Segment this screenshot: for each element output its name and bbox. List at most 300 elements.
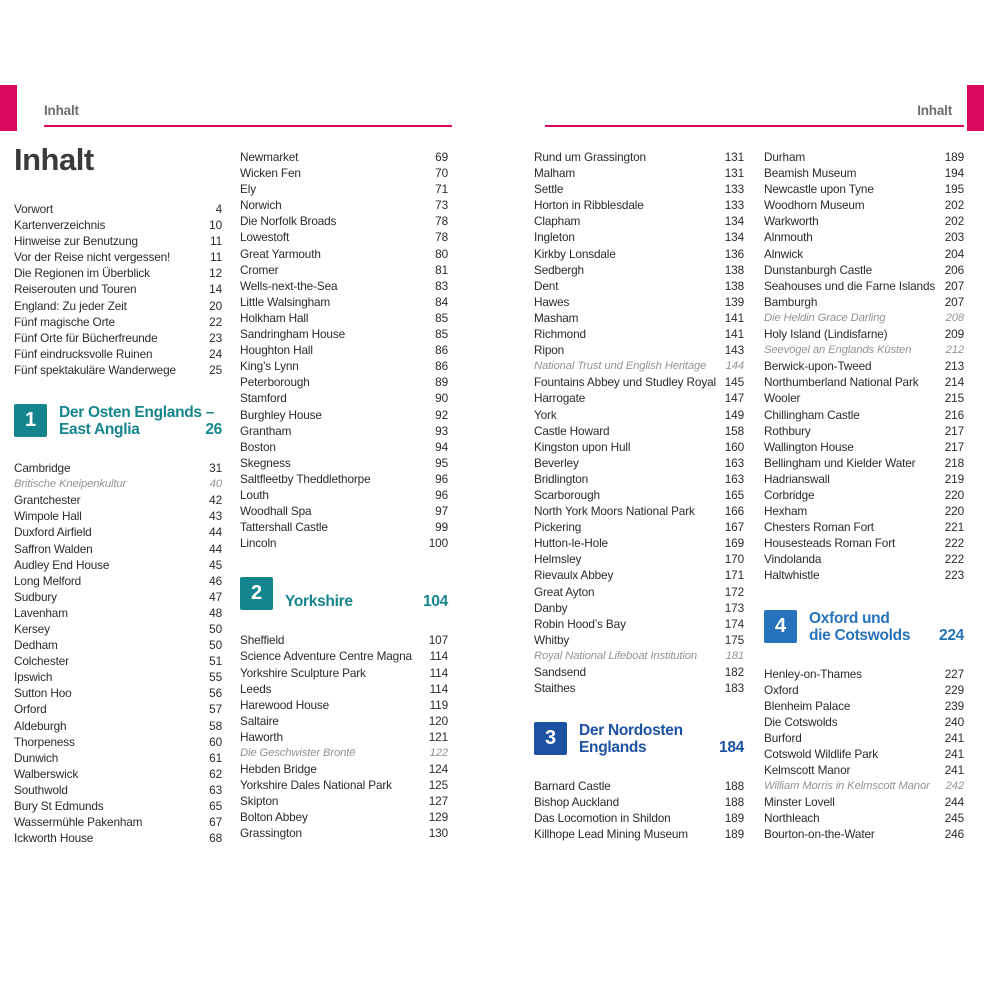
toc-entry-label: Bellingham und Kielder Water [764,455,916,470]
toc-entry-page: 57 [209,702,222,717]
toc-entry [14,637,222,653]
toc-entry-page: 245 [944,811,964,826]
toc-entry [534,262,744,278]
toc-entry [764,794,964,810]
toc-entry-page: 44 [209,525,222,540]
toc-entry [240,407,448,423]
toc-entry [14,508,222,524]
toc-entry-page: 220 [944,487,964,502]
toc-entry-label: Dunwich [14,750,59,765]
toc-entry [764,503,964,519]
toc-entry-label: Newcastle upon Tyne [764,182,874,197]
toc-entry-page: 134 [724,214,744,229]
toc-entry-label: Rothbury [764,423,811,438]
toc-entry-label: King’s Lynn [240,359,299,374]
toc-entry-page: 20 [209,298,222,313]
toc-entry-label: Reiserouten und Touren [14,282,137,297]
toc-entry [764,278,964,294]
toc-entry-page: 107 [428,633,448,648]
toc-entry-page: 122 [429,747,448,759]
toc-entry-page: 129 [428,810,448,825]
toc-entry-page: 147 [724,391,744,406]
toc-entry-label: Walberswick [14,766,79,781]
toc-entry-page: 85 [435,310,448,325]
toc-entry-label: Great Yarmouth [240,246,321,261]
toc-entry-label: Kingston upon Hull [534,439,631,454]
toc-entry-label: Hinweise zur Benutzung [14,234,138,249]
toc-entry-label: Kersey [14,621,50,636]
toc-entry-label: Die Geschwister Brontë [240,747,356,759]
toc-entry [14,524,222,540]
toc-entry-page: 80 [435,246,448,261]
toc-entry-label: Harrogate [534,391,586,406]
section-2-title-line1: Yorkshire [285,593,353,611]
section-3-header [534,722,744,756]
toc-entry-label: Die Regionen im Überblick [14,266,150,281]
toc-entry-page: 58 [209,718,222,733]
toc-entry [534,519,744,535]
toc-entry [534,600,744,616]
toc-entry [764,471,964,487]
toc-entry-label: Cambridge [14,461,71,476]
toc-entry-page: 92 [435,407,448,422]
toc-entry-page: 163 [724,471,744,486]
toc-entry-page: 208 [945,311,964,324]
toc-entry-label: Ingleton [534,230,575,245]
toc-entry-page: 99 [435,520,448,535]
toc-entry-page: 223 [944,568,964,583]
toc-entry-page: 62 [209,766,222,781]
toc-entry-label: Sandsend [534,665,586,679]
toc-entry [240,310,448,326]
section-4-title [809,610,964,644]
toc-entry-page: 83 [435,278,448,293]
toc-entry [240,793,448,809]
toc-entry-page: 170 [724,552,744,567]
toc-entry [764,762,964,778]
toc-entry-page: 242 [945,780,964,793]
toc-entry [240,665,448,681]
toc-entry-label: Royal National Lifeboat Institution [534,649,698,662]
toc-entry-label: Rund um Grassington [534,150,646,164]
toc-entry [14,750,222,766]
toc-entry-page: 165 [724,487,744,502]
toc-entry [14,346,222,362]
toc-entry-page: 194 [944,166,964,181]
toc-entry-label: Danby [534,600,568,615]
toc-entry [240,181,448,197]
toc-entry-label: Colchester [14,654,69,669]
toc-entry-label: Audley End House [14,557,110,572]
toc-entry-label: Houghton Hall [240,343,313,358]
toc-entry-label: Grantham [240,423,292,438]
toc-entry-page: 167 [724,520,744,535]
toc-entry-page: 202 [944,214,964,229]
toc-entry-label: Die Cotswolds [764,714,838,729]
toc-entry [764,197,964,213]
toc-entry [14,766,222,782]
toc-entry-page: 244 [944,795,964,810]
toc-entry [14,718,222,734]
toc-entry [534,535,744,551]
toc-entry-label: Thorpeness [14,734,75,749]
toc-entry [240,713,448,729]
toc-entry-label: Seahouses und die Farne Islands [764,278,936,293]
toc-entry [534,229,744,245]
toc-entry [764,455,964,471]
toc-entry-label: Fountains Abbey und Studley Royal [534,375,716,390]
section-2-title [285,577,448,610]
toc-entry [534,213,744,229]
toc-entry [534,616,744,632]
toc-entry-page: 216 [944,407,964,422]
toc-entry-page: 124 [428,762,448,777]
toc-entry [14,265,222,281]
toc-entry [14,298,222,314]
toc-entry [534,778,744,794]
section-2-entry-list-continued [534,149,744,696]
toc-entry-label: Housesteads Roman Fort [764,536,896,551]
toc-entry-page: 85 [435,327,448,342]
toc-entry-page: 97 [435,504,448,519]
toc-entry-label: Orford [14,702,47,717]
toc-entry-label: William Morris in Kelmscott Manor [764,780,930,793]
toc-entry-label: Die Heldin Grace Darling [764,311,886,324]
section-4-page-number: 224 [939,626,964,644]
toc-entry-label: Tattershall Castle [240,520,328,535]
toc-entry [14,201,222,217]
toc-entry [240,246,448,262]
toc-entry-label: Chillingham Castle [764,407,860,422]
toc-entry-label: York [534,407,557,422]
toc-entry-label: Castle Howard [534,423,610,438]
toc-entry-label: Saltaire [240,713,279,728]
toc-entry-page: 203 [944,230,964,245]
toc-entry-page: 213 [944,359,964,374]
toc-entry-label: Fünf eindrucksvolle Ruinen [14,346,153,361]
toc-entry-label: Dent [534,278,559,293]
toc-entry-page: 189 [944,150,964,164]
toc-entry-page: 114 [429,649,448,664]
toc-entry [764,407,964,423]
toc-entry [534,326,744,342]
toc-entry [14,557,222,573]
toc-entry-page: 25 [209,362,222,377]
toc-entry-label: Die Norfolk Broads [240,214,337,229]
toc-entry-label: Boston [240,439,276,454]
toc-entry-page: 125 [428,778,448,793]
toc-entry [14,476,222,492]
toc-entry-page: 90 [435,391,448,406]
toc-entry-label: Northumberland National Park [764,375,919,390]
toc-entry-label: Ripon [534,343,565,358]
toc-entry-page: 221 [944,520,964,535]
toc-entry-label: Durham [764,150,806,164]
toc-entry-page: 172 [724,584,744,599]
section-1-page-number: 26 [205,421,222,439]
toc-entry-label: Sutton Hoo [14,686,72,701]
toc-entry-page: 56 [209,686,222,701]
toc-entry-label: Alnmouth [764,230,813,245]
toc-entry-label: Kartenverzeichnis [14,218,106,233]
toc-entry [240,342,448,358]
toc-entry [534,310,744,326]
page-edge-tab-right [967,85,984,131]
section-4-header [764,610,964,644]
toc-entry-page: 68 [209,831,222,846]
toc-entry [14,249,222,265]
toc-entry-page: 189 [724,811,744,826]
toc-entry-page: 169 [724,536,744,551]
toc-entry-page: 133 [724,182,744,197]
toc-entry-page: 127 [428,794,448,809]
toc-entry [534,584,744,600]
toc-entry [534,487,744,503]
toc-entry-label: Henley-on-Thames [764,666,862,681]
toc-entry-label: Ipswich [14,670,53,685]
toc-entry-label: North York Moors National Park [534,504,695,519]
toc-entry-page: 48 [209,605,222,620]
toc-entry-label: Hebden Bridge [240,762,317,777]
toc-entry-page: 51 [209,654,222,669]
toc-entry-page: 43 [209,509,222,524]
toc-entry-page: 47 [209,589,222,604]
toc-entry [764,262,964,278]
toc-entry [240,455,448,471]
toc-entry-label: Clapham [534,214,581,229]
toc-entry-page: 240 [944,714,964,729]
toc-entry-label: Louth [240,487,269,502]
toc-entry-label: Beverley [534,455,579,470]
section-2-page-number: 104 [423,593,448,611]
section-3-entry-list [534,778,744,842]
toc-entry [240,358,448,374]
toc-entry-page: 86 [435,343,448,358]
toc-entry-label: Alnwick [764,246,803,261]
toc-entry-label: Chesters Roman Fort [764,520,874,535]
toc-entry-label: Grassington [240,826,302,841]
section-1-header [14,404,222,438]
toc-entry-page: 40 [209,478,222,491]
toc-entry-page: 130 [428,826,448,841]
section-3-title [579,722,744,756]
toc-entry-page: 214 [944,375,964,390]
toc-entry-page: 239 [944,698,964,713]
toc-entry-page: 4 [215,202,222,216]
toc-entry-page: 94 [435,439,448,454]
toc-entry-page: 163 [724,455,744,470]
toc-entry [240,149,448,165]
toc-entry-page: 73 [435,198,448,213]
toc-entry-label: Sedbergh [534,262,584,277]
toc-entry [764,682,964,698]
toc-entry-label: Ickworth House [14,831,94,846]
toc-entry-label: Vor der Reise nicht vergessen! [14,250,171,265]
toc-entry-page: 119 [429,697,448,712]
page-title: Inhalt [14,142,94,177]
toc-entry [534,181,744,197]
toc-entry [764,567,964,583]
toc-entry-page: 114 [429,681,448,696]
toc-entry-page: 141 [724,327,744,342]
toc-entry-label: Bury St Edmunds [14,799,104,813]
toc-entry-page: 204 [944,246,964,261]
toc-entry-label: Bourton-on-the-Water [764,827,875,842]
running-head-right: Inhalt [917,103,952,118]
toc-entry [764,423,964,439]
toc-entry-label: Sudbury [14,589,57,604]
toc-entry-page: 220 [944,504,964,519]
toc-entry-label: Kirkby Lonsdale [534,246,616,261]
toc-entry-label: Bolton Abbey [240,810,308,825]
toc-entry [240,681,448,697]
toc-entry [240,423,448,439]
toc-entry [764,810,964,826]
toc-entry [240,519,448,535]
toc-entry-page: 171 [724,568,744,583]
toc-entry [240,165,448,181]
toc-entry-label: Little Walsingham [240,294,331,309]
toc-entry [764,181,964,197]
toc-entry-label: Newmarket [240,150,299,164]
toc-entry-page: 217 [944,439,964,454]
toc-entry-label: Lincoln [240,536,277,551]
section-4-title-line2: die Cotswolds [809,626,911,644]
toc-entry [764,778,964,794]
toc-entry-label: Kelmscott Manor [764,763,851,778]
toc-entry-page: 50 [209,621,222,636]
toc-entry-page: 84 [435,294,448,309]
toc-entry-page: 222 [944,536,964,551]
toc-entry [764,519,964,535]
toc-entry [534,197,744,213]
toc-entry-page: 138 [724,262,744,277]
toc-entry-label: Haltwhistle [764,568,820,583]
toc-entry-page: 207 [944,278,964,293]
section-4-entry-list [764,666,964,843]
toc-entry [534,471,744,487]
toc-entry-label: Dedham [14,638,58,653]
toc-entry [14,281,222,297]
running-head-left: Inhalt [44,103,79,118]
toc-entry-page: 143 [724,343,744,358]
toc-entry-label: Seevögel an Englands Küsten [764,344,912,357]
toc-entry [764,551,964,567]
toc-entry-page: 141 [724,310,744,325]
toc-entry [240,745,448,761]
toc-entry-page: 78 [435,214,448,229]
toc-entry [534,632,744,648]
toc-entry-page: 166 [724,504,744,519]
toc-entry-label: Wimpole Hall [14,509,82,524]
toc-entry [534,664,744,680]
toc-entry [240,632,448,648]
toc-entry-page: 217 [944,423,964,438]
toc-entry-page: 45 [209,557,222,572]
toc-entry-label: Beamish Museum [764,166,857,181]
toc-entry [534,551,744,567]
toc-entry [14,573,222,589]
toc-entry [534,810,744,826]
toc-entry [764,213,964,229]
toc-entry-page: 114 [429,665,448,680]
toc-entry-label: Oxford [764,682,799,697]
toc-entry-page: 173 [724,600,744,615]
toc-entry-page: 219 [944,471,964,486]
toc-entry-page: 55 [209,670,222,685]
toc-entry-page: 69 [435,150,448,164]
toc-entry-page: 63 [209,782,222,797]
toc-entry [534,503,744,519]
toc-entry-label: Vindolanda [764,552,822,567]
toc-entry-page: 71 [435,182,448,197]
section-1-number-badge: 1 [14,404,47,437]
toc-column-3 [534,149,744,843]
toc-entry-label: Hexham [764,504,808,519]
toc-entry [764,487,964,503]
toc-entry-label: Sandringham House [240,327,345,342]
section-1-title [59,404,222,438]
toc-entry-label: Masham [534,310,579,325]
toc-entry-page: 174 [724,616,744,631]
toc-entry-label: Robin Hood’s Bay [534,616,626,631]
toc-entry-label: Richmond [534,327,586,342]
toc-entry-page: 183 [724,681,744,696]
section-2-number-badge: 2 [240,577,273,610]
toc-entry-page: 86 [435,359,448,374]
toc-entry [764,698,964,714]
toc-entry-label: Berwick-upon-Tweed [764,359,872,374]
toc-entry-page: 100 [428,536,448,551]
toc-entry [534,278,744,294]
section-2-header [240,577,448,610]
toc-entry [240,729,448,745]
toc-entry-label: Settle [534,182,564,197]
toc-entry [534,423,744,439]
toc-entry-label: Saffron Walden [14,541,93,556]
toc-entry [764,294,964,310]
toc-entry [240,648,448,664]
toc-entry [240,439,448,455]
toc-entry-page: 136 [724,246,744,261]
toc-entry [14,653,222,669]
toc-entry [14,492,222,508]
toc-entry [764,342,964,358]
toc-entry-label: Leeds [240,681,272,696]
toc-entry-label: Scarborough [534,487,600,502]
toc-entry-page: 61 [209,750,222,765]
toc-entry [764,826,964,842]
toc-entry-page: 182 [724,665,744,679]
toc-entry-page: 138 [724,278,744,293]
toc-entry-page: 160 [724,439,744,454]
toc-entry [534,648,744,664]
toc-entry [764,714,964,730]
toc-entry [240,197,448,213]
toc-entry [764,390,964,406]
toc-entry-page: 144 [725,360,744,373]
toc-entry-label: Staithes [534,681,576,696]
toc-entry-label: Southwold [14,782,68,797]
toc-entry [14,314,222,330]
toc-entry [764,165,964,181]
toc-entry [534,294,744,310]
toc-entry [14,541,222,557]
toc-entry-page: 202 [944,198,964,213]
toc-entry-page: 218 [944,455,964,470]
toc-entry [764,229,964,245]
toc-entry-page: 67 [209,815,222,830]
